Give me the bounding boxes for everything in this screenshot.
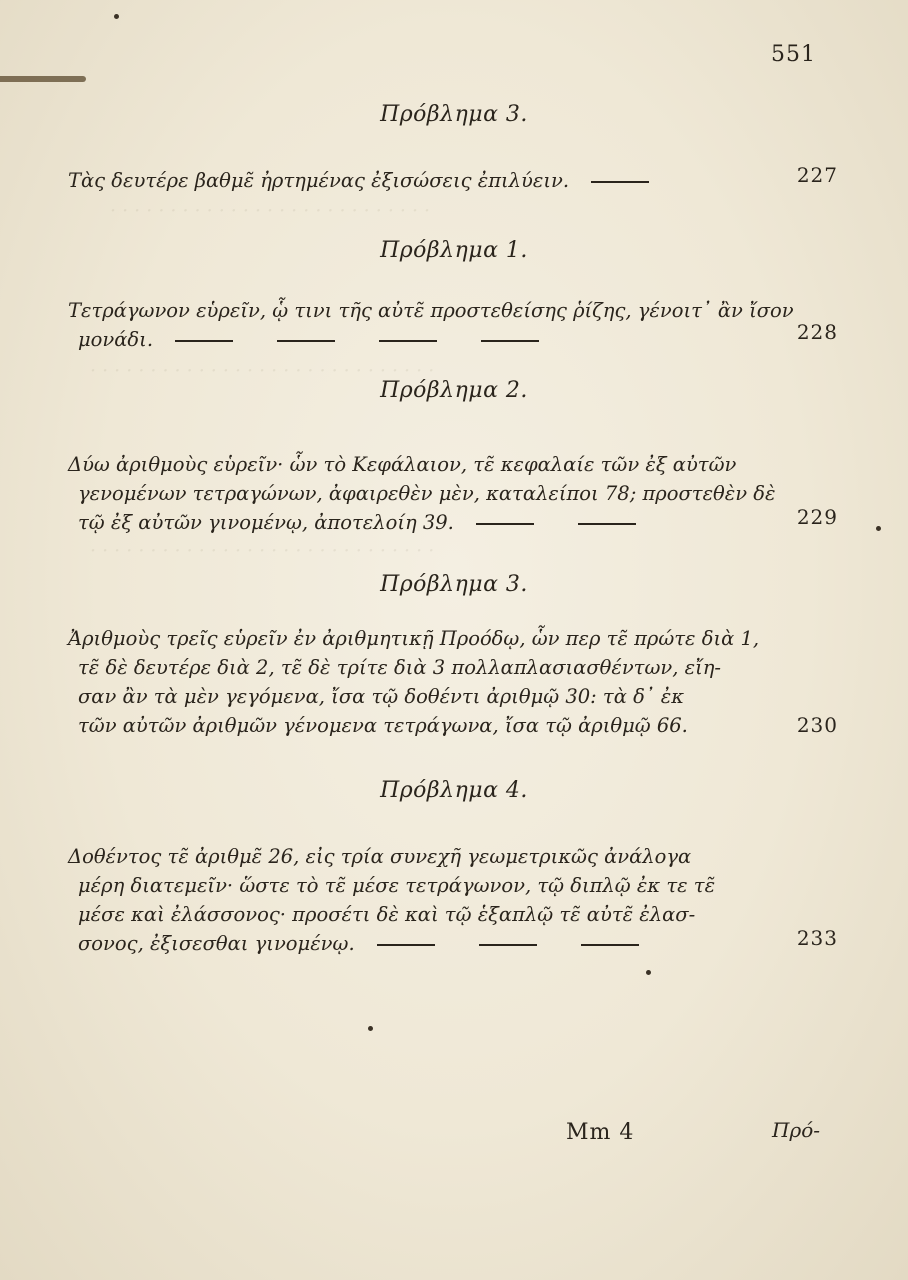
problem-heading: Πρόβλημα 3. [380,572,528,597]
statement-line: μέρη διατεμεῖν· ὥστε τὸ τε̃ μέσε τετράγωνον, τῷ διπλῷ ἐκ τε τε̃ [78,874,716,897]
statement-line: Τὰς δευτέρε βαθμε̃ ἠρτημένας ἐξισώσεις ἐπιλύειν. [68,166,780,195]
leader-dash [277,340,335,342]
statement-line: τῶν αὐτῶν ἀριθμῶν γένομενα τετράγωνα, ἴσα τῷ ἀριθμῷ 66. [78,714,688,737]
signature-mark: Mm 4 [566,1120,635,1145]
statement-line: μονάδι. [68,325,780,354]
page-number: 551 [771,42,816,67]
leader-dash [479,944,537,946]
problem-heading: Πρόβλημα 2. [380,378,528,403]
problem-statement [68,842,780,958]
ink-speck [876,526,881,531]
leader-dash [481,340,539,342]
statement-line: Τετράγωνον εὑρεῖν, ᾧ τινι τῆς αὐτε̃ προστεθείσης ῥίζης, γένοιτ᾽ ἂν ἴσον [68,299,794,322]
problem-statement [68,296,794,354]
leader-dash [581,944,639,946]
statement-line: Δύω ἀριθμοὺς εὑρεῖν· ὧν τὸ Κεφάλαιον, τε̃ κεφαλαίε τῶν ἐξ αὐτῶν [68,453,737,476]
statement-line: σαν ἂν τὰ μὲν γεγόμενα, ἴσα τῷ δοθέντι ἀριθμῷ 30: τὰ δ᾽ ἐκ [78,685,685,708]
statement-line: τῷ ἐξ αὐτῶν γινομένῳ, ἀποτελοίη 39. [68,508,780,537]
problem-heading: Πρόβλημα 4. [380,778,528,803]
ink-speck [646,970,651,975]
show-through-text: · · · · · · · · · · · · · · · · · · · · · · · · · · · · · [90,540,435,562]
statement-line: γενομένων τετραγώνων, ἀφαιρεθὲν μὲν, καταλείποι 78; προστεθὲν δὲ [78,482,776,505]
statement-line: τε̃ δὲ δευτέρε διὰ 2, τε̃ δὲ τρίτε διὰ 3 πολλαπλασιασθέντων, εἴη- [78,656,722,679]
leader-dash [175,340,233,342]
problem-statement [68,166,780,195]
statement-line: Ἀριθμοὺς τρεῖς εὑρεῖν ἐν ἀριθμητικῇ Προόδῳ, ὧν περ τε̃ πρώτε διὰ 1, [68,627,760,650]
catchword: Πρό- [772,1118,820,1142]
ink-speck [368,1026,373,1031]
page-reference: 227 [796,163,838,187]
page-edge-mark [0,76,86,82]
leader-dash [591,181,649,183]
ink-speck [114,14,119,19]
page-reference: 233 [796,926,838,950]
problem-heading: Πρόβλημα 1. [380,238,528,263]
statement-line: σονος, ἐξισεσθαι γινομένῳ. [68,929,780,958]
leader-dash [377,944,435,946]
show-through-text: · · · · · · · · · · · · · · · · · · · · · · · · · · · [110,200,431,222]
page-reference: 228 [796,320,838,344]
page-reference: 229 [796,505,838,529]
page-reference: 230 [796,713,838,737]
leader-dash [578,523,636,525]
problem-statement [68,624,780,740]
statement-line: Δοθέντος τε̃ ἀριθμε̃ 26, εἰς τρία συνεχῆ γεωμετρικῶς ἀνάλογα [68,845,692,868]
problem-statement [68,450,780,537]
leader-dash [476,523,534,525]
problem-heading: Πρόβλημα 3. [380,102,528,127]
leader-dash [379,340,437,342]
statement-line: μέσε καὶ ἐλάσσονος· προσέτι δὲ καὶ τῷ ἑξαπλῷ τε̃ αὐτε̃ ἐλασ- [78,903,696,926]
show-through-text: · · · · · · · · · · · · · · · · · · · · · · · · · · · · · [90,360,435,382]
